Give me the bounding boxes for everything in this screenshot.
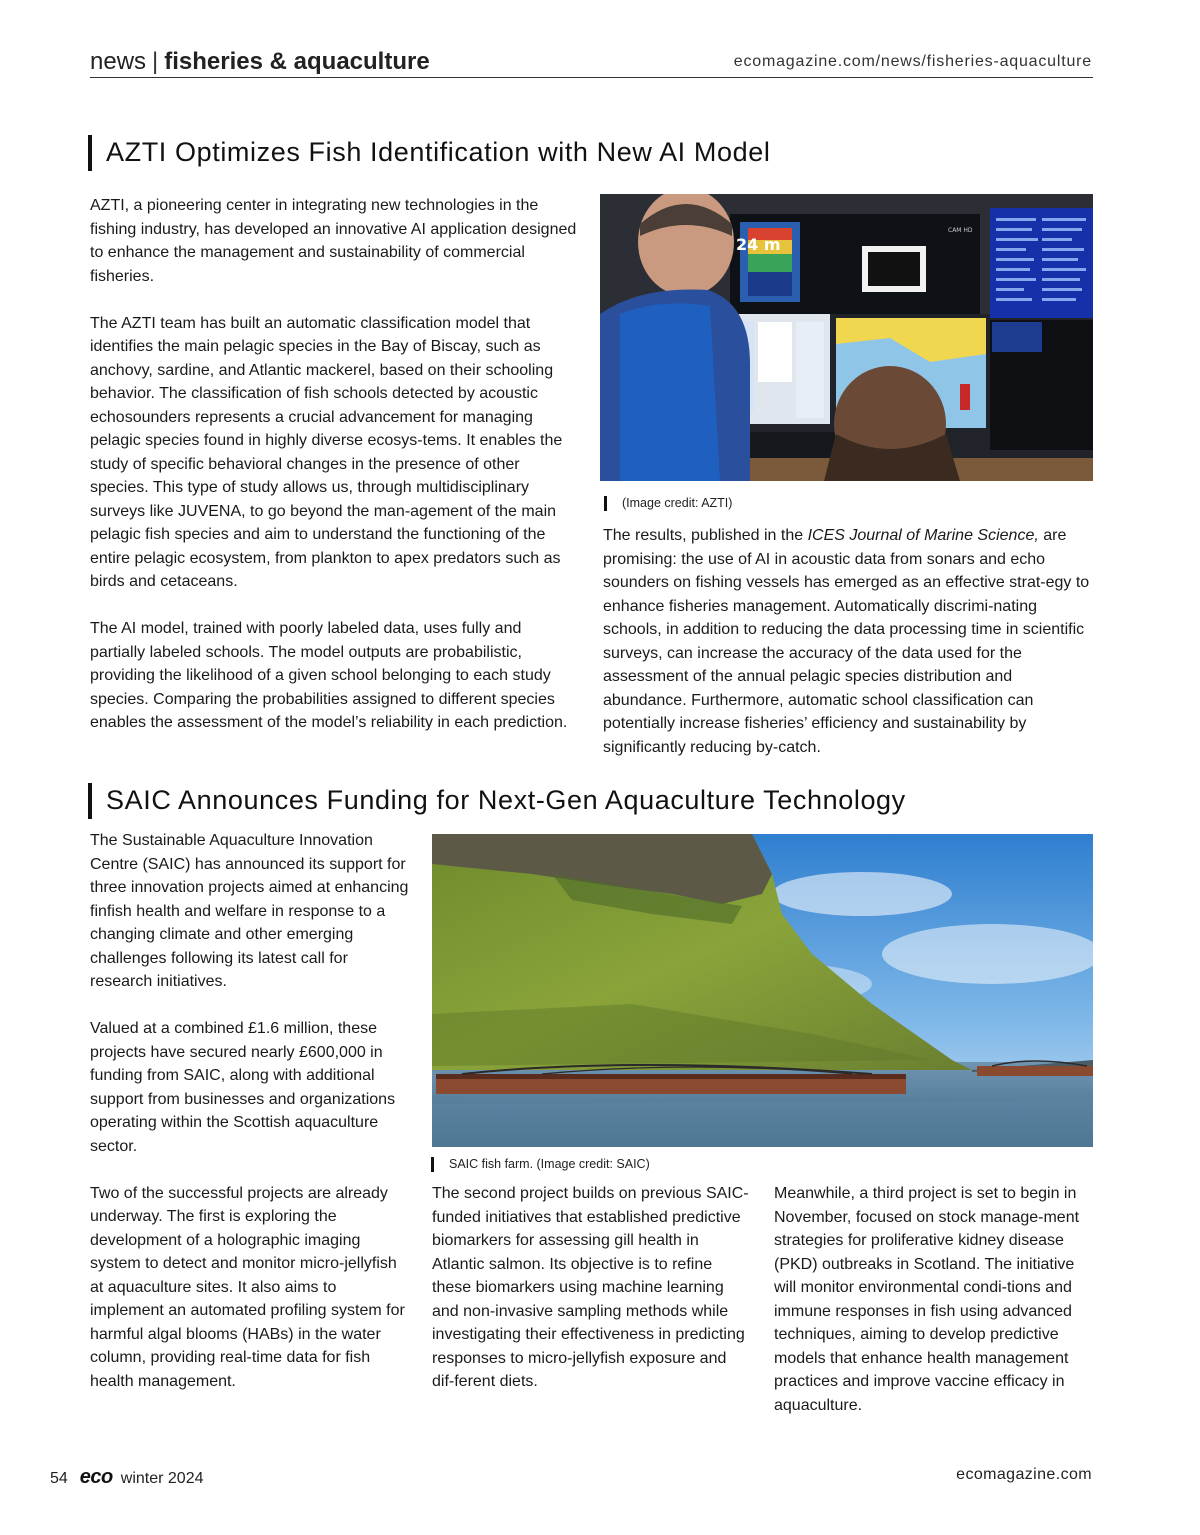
journal-name: ICES Journal of Marine Science, bbox=[807, 527, 1039, 544]
article2-paragraph-3: Two of the successful projects are already underway. The first is exploring the development of a holographic imaging system to detect and monitor micro-jellyfish at aquaculture sites. It also aims to implement an automated profiling system for harmful algal blooms (HABs) in the water column, providing real-time data for fish health management. bbox=[90, 1184, 405, 1390]
page-number: 54 bbox=[50, 1470, 68, 1487]
screen-depth-label: 24 m bbox=[736, 235, 781, 254]
header-url: ecomagazine.com/news/fisheries-aquaculture bbox=[733, 53, 1092, 70]
category-label: fisheries & aquaculture bbox=[164, 48, 430, 75]
article1-paragraph-1: AZTI, a pioneering center in integrating new technologies in the fishing industry, has developed an innovative AI application designed to enhance the management and sustainability of commercial fisheries. bbox=[90, 197, 577, 285]
article1-photo bbox=[600, 194, 1093, 481]
article1-right-column bbox=[603, 524, 1093, 759]
eco-logo: eco bbox=[79, 1466, 113, 1488]
article1-paragraph-2: The AZTI team has built an automatic classification model that identifies the main pelagic species in the Bay of Biscay, such as anchovy, sardine, and Atlantic mackerel, based on their schooling behavior. The classification of fish schools detected by acoustic echosounders represents a crucial advancement for managing pelagic species found in highly diverse ecosys-tems. It enables the study of specific behavioral changes in the presence of other species. This type of study allows us, through multidisciplinary surveys like JUVENA, to go beyond the man-agement of the main pelagic fish species and aim to understand the functioning of the entire pelagic ecosystem, from plankton to apex predators such as birds and cetaceans. bbox=[90, 314, 563, 590]
article2-second-project-paragraph: The second project builds on previous SAIC-funded initiatives that established predictive biomarkers for assessing gill health in Atlantic salmon. Its objective is to refine these biomarkers using machine learning and non-invasive sampling methods while investigating their effectiveness in predicting responses to micro-jellyfish exposure and dif-ferent diets. bbox=[432, 1185, 749, 1390]
article2-paragraph-2: Valued at a combined £1.6 million, these projects have secured nearly £600,000 in funding from SAIC, along with additional support from businesses and organizations operating within the Scottish aquaculture sector. bbox=[90, 1020, 396, 1155]
article2-paragraph-1: The Sustainable Aquaculture Innovation Centre (SAIC) has announced its support for three innovation projects aimed at enhancing finfish health and welfare in response to a changing climate and other emerging challenges following its latest call for research initiatives. bbox=[90, 832, 409, 990]
article2-photo bbox=[432, 834, 1093, 1147]
article1-title: AZTI Optimizes Fish Identification with New AI Model bbox=[88, 135, 770, 169]
results-text-start: The results, published in the bbox=[603, 527, 808, 544]
header-separator: | bbox=[152, 48, 159, 75]
article2-right-column bbox=[774, 1182, 1096, 1417]
article2-title: SAIC Announces Funding for Next-Gen Aquaculture Technology bbox=[88, 783, 906, 817]
article1-results-paragraph bbox=[603, 524, 1093, 759]
article1-paragraph-3: The AI model, trained with poorly labeled data, uses fully and partially labeled schools. The model outputs are probabilistic, providing the likelihood of a given school belonging to each study species. Comparing the probabilities assigned to different species enables the assessment of the model’s reliability in each prediction. bbox=[90, 620, 568, 731]
header-divider bbox=[90, 77, 1093, 78]
screen-cam-label: CAM HD bbox=[948, 227, 973, 234]
article1-left-column bbox=[90, 194, 580, 735]
article2-left-column bbox=[90, 829, 410, 1393]
page-footer bbox=[50, 1466, 203, 1489]
section-header bbox=[90, 46, 430, 78]
fish-farm-illustration bbox=[432, 834, 1093, 1147]
footer-url: ecomagazine.com bbox=[956, 1466, 1092, 1483]
article2-image-caption: SAIC fish farm. (Image credit: SAIC) bbox=[431, 1156, 650, 1172]
article2-third-project-paragraph: Meanwhile, a third project is set to begin in November, focused on stock manage-ment strategies for proliferative kidney disease (PKD) outbreaks in Scotland. The initiative will monitor environmental condi-tions and immune responses in fish using advanced techniques, aiming to develop predictive models that enhance health management practices and improve vaccine efficacy in aquaculture. bbox=[774, 1185, 1080, 1414]
section-label: news bbox=[90, 48, 147, 75]
article1-image-caption: (Image credit: AZTI) bbox=[604, 495, 732, 511]
issue-label: winter 2024 bbox=[120, 1470, 204, 1487]
results-text-end: are promising: the use of AI in acoustic data from sonars and echo sounders on fishing vessels has emerged as an effective strat-egy to enhance fisheries management. Automatically discrimi-nating schools, in addition to reducing the data processing time in scientific surveys, can increase the accuracy of the data used for the assessment of the annual pelagic species distribution and abundance. Furthermore, automatic school classification can potentially increase fisheries’ efficiency and sustainability by significantly reducing by-catch. bbox=[603, 527, 1090, 756]
control-room-illustration bbox=[600, 194, 1093, 481]
article2-middle-column bbox=[432, 1182, 752, 1394]
